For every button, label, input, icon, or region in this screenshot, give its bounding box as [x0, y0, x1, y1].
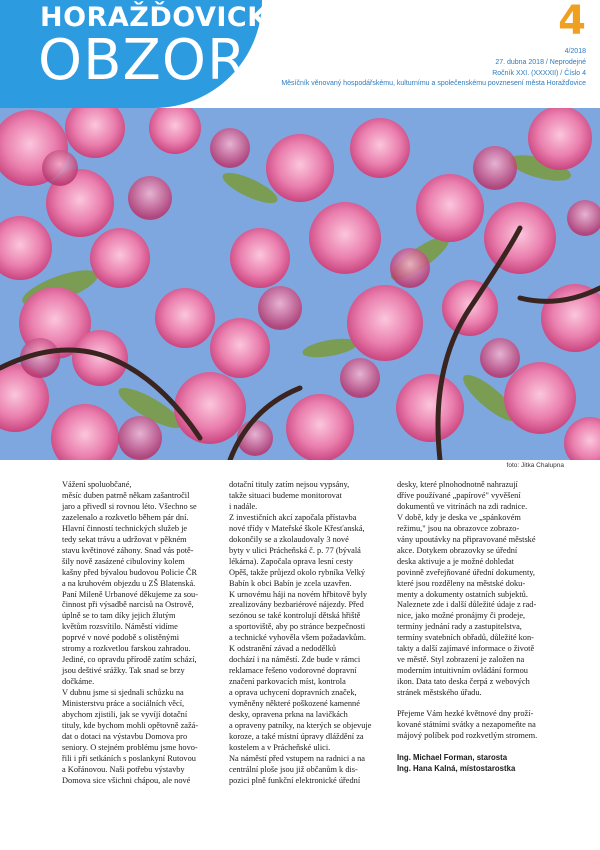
article-column-3 — [397, 480, 547, 774]
signature: Ing. Michael Forman, starosta Ing. Hana Kalná, místostarostka — [397, 752, 516, 773]
paragraph: Z investičních akcí započala přístavba nové třídy v Mateřské škole Křesťanská, dokončily se a zkolaudovaly 3 nové byty v ulici Prácheňská č. p. 77 (bývalá lékárna). Započala oprava lesní cesty Opěš, takže průjezd okolo rybníka Velký Babín k obci Babín je zcela uzavřen. K urnovému háji na novém hřbitově byly zrealizovány bezbariérové nájezdy. Před sezónou se také kontrolují dětská hřiště a sportoviště, aby po stránce bezpečnosti a technické vyhověla všem požadavkům. K odstranění závad a nedodělků dochází i na náměstí. Zde bude v rámci reklamace řešeno vodorovné dopravní značení parkovacích míst, kontrola a oprava uchycení dopravních značek, vyměněny některé poškozené kamenné desky, opravena prkna na lavičkách a opraveny patníky, na kterých se objevuje koroze, a také místní úpravy dláždění za kostelem a v Prácheňské ulici. — [229, 512, 372, 752]
issue-date-price: 27. dubna 2018 / Neprodejné — [495, 59, 586, 66]
article-column-2 — [229, 480, 379, 787]
cherry-blossom-photo — [0, 108, 600, 460]
article-column-1 — [62, 480, 212, 787]
masthead-title-top: HORAŽĎOVICKÝ — [40, 2, 289, 33]
paragraph: Vážení spoluobčané, měsíc duben patrně někam zašantročil jaro a přivedl si rovnou léto. Všechno se zazelenalo a rozkvetlo během pár dní. Hlavní činností technických služeb je tedy sekat trávu a udržovat v pěkném stavu květinové záhony. Snad vás potě- šily nově zasázené cibuloviny kolem kašny před bývalou budovou Policie ČR a na kruhovém objezdu u ZŠ Blatenská. Paní Mileně Urbanové děkujeme za sou- činnost při výsadbě narcisů na Ostrově, úplně se to tam díky jejich žlutým květům rozsvítilo. Náměstí vidíme poprvé v nové podobě s olistěnými stromy a rozkvetlou farskou zahradou. Jediné, co opravdu přírodě zatím schází, jsou deštivé srážky. Tak snad se brzy dočkáme. — [62, 480, 199, 687]
paragraph: Přejeme Vám hezké květnové dny proží- kované státními svátky a nezapomeňte na májový políbek pod rozkvetlým stromem. — [397, 709, 538, 740]
editorial-article — [62, 480, 552, 845]
paragraph-spacer — [397, 699, 547, 709]
paragraph: dotační tituly zatím nejsou vypsány, takže situaci budeme monitorovat i nadále. — [229, 480, 350, 511]
issue-number: 4 — [558, 0, 586, 44]
paragraph: V dubnu jsme si sjednali schůzku na Ministerstvu práce a sociálních věcí, abychom zjistili, jak se vyvíjí dotační tituly, kde bychom mohli opětovně zažá- dat o dotaci na výstavbu Domova pro seniory. O stejném problému jsme hovo- řili i při setkáních s poslankyní Rutovou a Kořánovou. Naši potřebu výstavby Domova sice všichni chápou, ale nové — [62, 688, 199, 785]
masthead-title-main: OBZOR — [38, 28, 247, 93]
issue-code: 4/2018 — [564, 48, 586, 55]
issue-volume: Ročník XXI. (XXXXII) / Číslo 4 — [492, 70, 586, 77]
photo-credit: foto: Jitka Chalupna — [506, 462, 564, 469]
paragraph: Na náměstí před vstupem na radnici a na centrální ploše jsou již občanům k dis- pozici plně funkční elektronické úřední — [229, 753, 366, 785]
issue-meta — [492, 46, 586, 79]
photo-illustration — [0, 108, 600, 460]
masthead-tagline: Měsíčník věnovaný hospodářskému, kulturnímu a společenskému povznesení města Horažďovice — [281, 80, 586, 87]
paragraph: desky, které plnohodnotně nahrazují dříve používané „papírové" vyvěšení dokumentů ve vitrínách na zdi radnice. V době, kdy je deska ve „spánkovém režimu," jsou na obrazovce zobrazo- vány upoutávky na připravované městské akce. Dotykem obrazovky se úřední deska aktivuje a je možné dohledat povinně zveřejňované úřední dokumenty, které jsou rozděleny na městské doku- menty a dokumenty ostatních subjektů. Naleznete zde i další důležité údaje z rad- nice, jako možné pronájmy či prodeje, termíny jednání rady a zastupitelstva, termíny svatebních obřadů, důležité kon- takty a další zajímavé informace o životě ve městě. Styl zobrazení je založen na moderním intuitivním ovládání formou ikon. Data tato deska čerpá z webových stránek městského úřadu. — [397, 480, 537, 698]
